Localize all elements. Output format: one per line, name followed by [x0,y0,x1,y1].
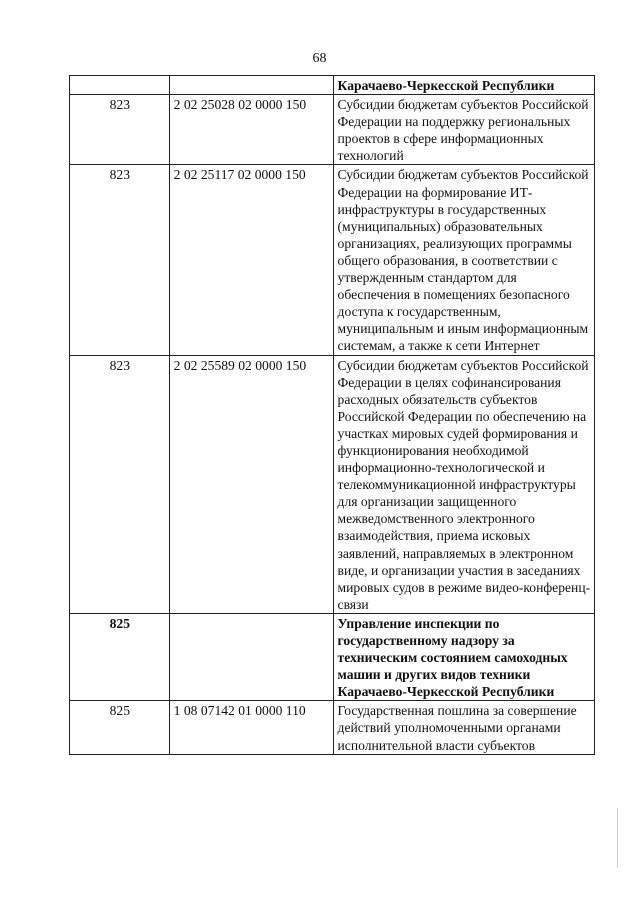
table-row [70,355,595,613]
table-row [70,95,595,165]
page-number: 68 [312,51,327,66]
table-row [70,701,595,754]
budget-code-cell: 2 02 25028 02 0000 150 [169,95,333,165]
budget-code-cell: 2 02 25589 02 0000 150 [169,355,333,613]
description-cell: Субсидии бюджетам субъектов Российской Федерации на поддержку региональных проектов в сфере информационных технологий [333,95,594,165]
description-cell: Управление инспекции по государственному надзору за техническим состоянием самоходных машин и других видов техники Карачаево-Черкесской Республики [333,613,594,700]
budget-code-cell [169,613,333,700]
budget-codes-table [69,75,595,755]
budget-code-cell [169,76,333,95]
admin-code-cell: 823 [70,165,170,355]
budget-code-cell: 2 02 25117 02 0000 150 [169,165,333,355]
table-row [70,613,595,700]
admin-code-cell: 825 [70,701,170,754]
description-cell: Карачаево-Черкесской Республики [333,76,594,95]
scan-artifact-line [617,808,618,868]
description-cell: Субсидии бюджетам субъектов Российской Федерации в целях софинансирования расходных обязательств субъектов Российской Федерации по обеспечению на участках мировых судей формирования и функционирования необходимой информационно-технологической и телекоммуникационной инфраструктуры для организации защищенного межведомственного электронного взаимодействия, приема исковых заявлений, направляемых в электронном виде, и организации участия в заседаниях мировых судов в режиме видео-конференц-связи [333,355,594,613]
budget-code-cell: 1 08 07142 01 0000 110 [169,701,333,754]
description-cell: Субсидии бюджетам субъектов Российской Федерации на формирование ИТ-инфраструктуры в государственных (муниципальных) образовательных организациях, реализующих программы общего образования, в соответствии с утвержденным стандартом для обеспечения в помещениях безопасного доступа к государственным, муниципальным и иным информационным системам, а также к сети Интернет [333,165,594,355]
admin-code-cell [70,76,170,95]
admin-code-cell: 823 [70,355,170,613]
admin-code-cell: 823 [70,95,170,165]
admin-code-cell: 825 [70,613,170,700]
table-row [70,76,595,95]
table-row [70,165,595,355]
description-cell: Государственная пошлина за совершение действий уполномоченными органами исполнительной власти субъектов [333,701,594,754]
